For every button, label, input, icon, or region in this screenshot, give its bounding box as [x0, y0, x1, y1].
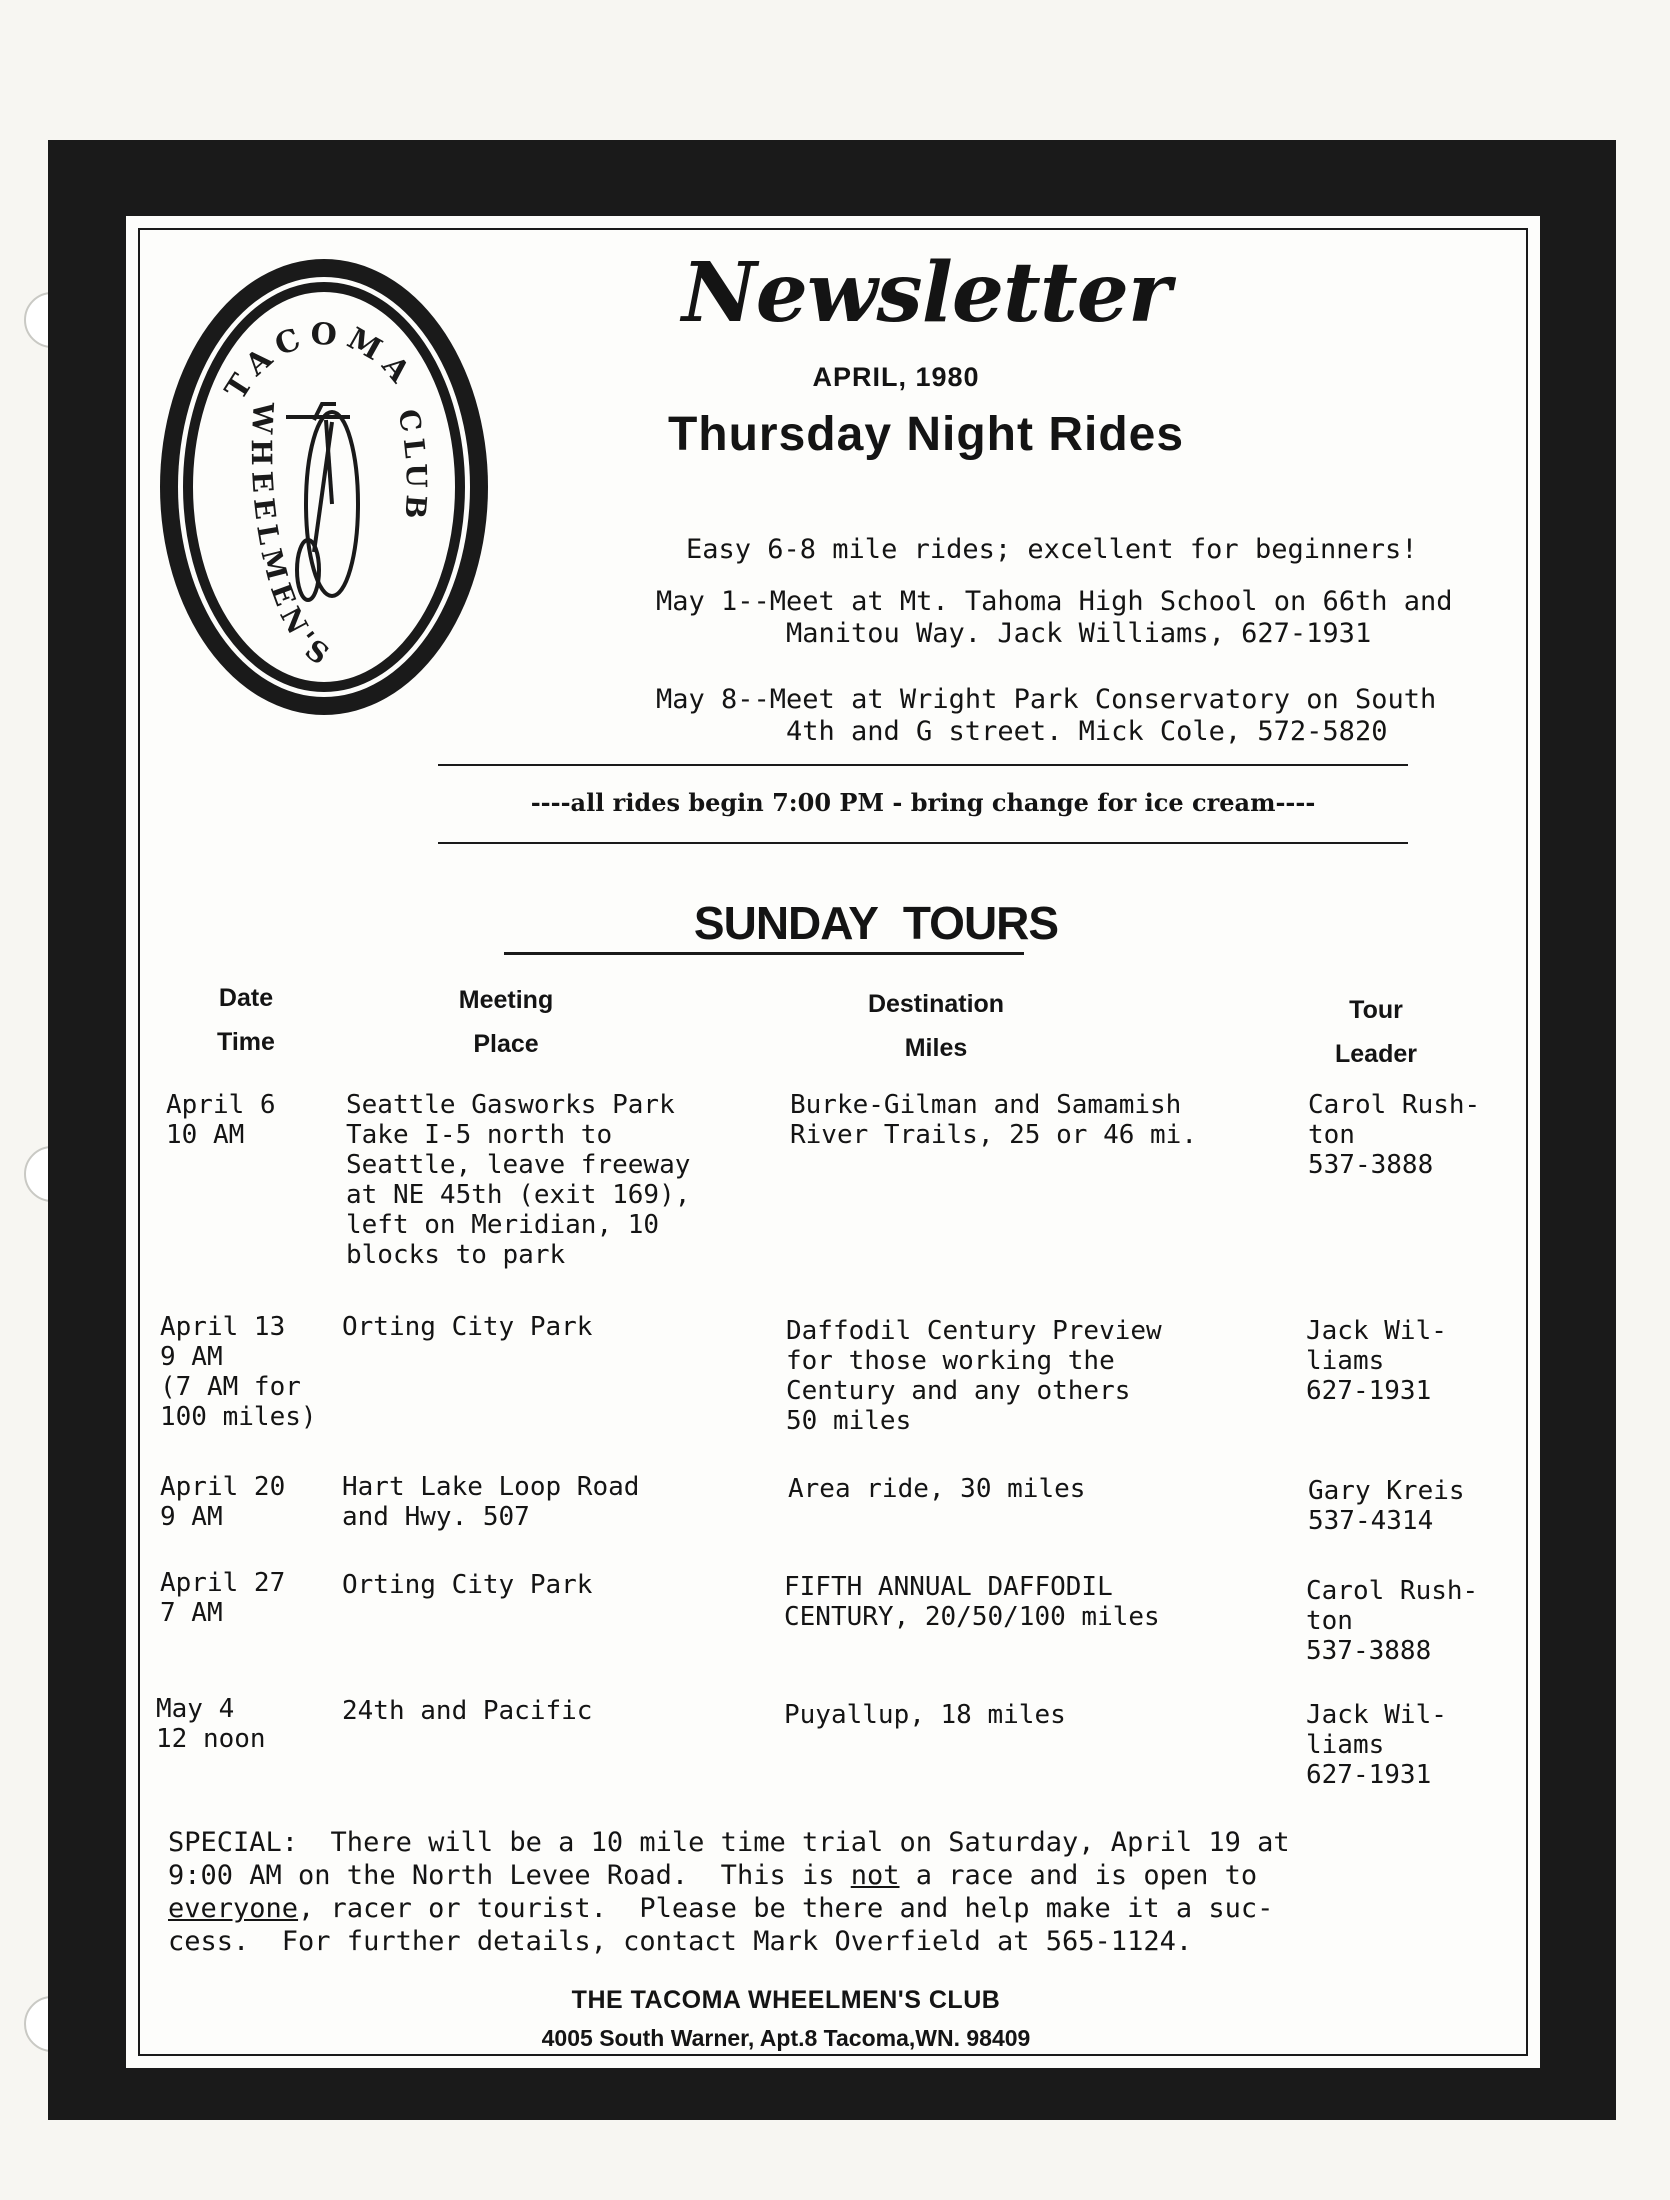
special-text: , racer or tourist. Please be there and help make it a suc-	[298, 1893, 1274, 1924]
special-text: a race and is open to	[899, 1860, 1258, 1891]
column-header-tour-leader	[1306, 988, 1446, 1076]
special-line: SPECIAL: There will be a 10 mile time trial on Saturday, April 19 at	[168, 1827, 1290, 1858]
tour-date: May 4 12 noon	[156, 1694, 266, 1754]
tour-place: Orting City Park	[342, 1312, 593, 1342]
issue-date: APRIL, 1980	[812, 362, 980, 392]
newsletter-title: Newsletter	[681, 245, 1171, 341]
header-line: Tour	[1349, 996, 1403, 1024]
sunday-tours-underline	[504, 952, 1024, 955]
special-line: cess. For further details, contact Mark Overfield at 565-1124.	[168, 1926, 1193, 1957]
ride-line: 4th and G street. Mick Cole, 572-5820	[786, 716, 1388, 747]
header-line: Time	[217, 1028, 275, 1056]
thursday-ride-entry	[656, 684, 1436, 748]
tour-leader: Jack Wil- liams 627-1931	[1306, 1700, 1447, 1790]
tour-destination: FIFTH ANNUAL DAFFODIL CENTURY, 20/50/100 miles	[784, 1572, 1160, 1632]
tour-place: Orting City Park	[342, 1570, 593, 1600]
club-footer	[436, 1986, 1136, 2052]
header-line: Destination	[867, 990, 1005, 1018]
divider-rule	[438, 842, 1408, 844]
emblem-left-text: WHEELMEN'S	[244, 401, 340, 676]
rides-notice: ----all rides begin 7:00 PM - bring change for ice cream----	[530, 788, 1316, 817]
tour-destination: Area ride, 30 miles	[788, 1474, 1086, 1504]
tour-place: 24th and Pacific	[342, 1696, 593, 1726]
emblem-top-text: TACOMA	[218, 316, 422, 406]
special-emphasis-not: not	[850, 1860, 900, 1891]
tour-place: Seattle Gasworks Park Take I-5 north to Seattle, leave freeway at NE 45th (exit 169), left on Meridian, 10 blocks to park	[346, 1090, 691, 1270]
header-line: Leader	[1335, 1040, 1417, 1068]
tour-leader: Carol Rush- ton 537-3888	[1306, 1576, 1479, 1666]
club-name: THE TACOMA WHEELMEN'S CLUB	[571, 1986, 1001, 2014]
special-line	[168, 1892, 1508, 1925]
header-line: Miles	[904, 1034, 968, 1062]
header-line: Meeting	[458, 986, 554, 1014]
tour-leader: Gary Kreis 537-4314	[1308, 1476, 1465, 1536]
tour-leader: Jack Wil- liams 627-1931	[1306, 1316, 1447, 1406]
tour-place: Hart Lake Loop Road and Hwy. 507	[342, 1472, 640, 1532]
thursday-tagline: Easy 6-8 mile rides; excellent for beginners!	[686, 534, 1418, 565]
divider-rule	[438, 764, 1408, 766]
sunday-tours-title: SUNDAY TOURS	[693, 897, 1059, 949]
tour-destination: Daffodil Century Preview for those working the Century and any others 50 miles	[786, 1316, 1162, 1436]
ride-line: May 1--Meet at Mt. Tahoma High School on 66th and	[656, 586, 1453, 617]
tour-destination: Burke-Gilman and Samamish River Trails, 25 or 46 mi.	[790, 1090, 1197, 1150]
tour-date: April 20 9 AM	[160, 1472, 286, 1532]
column-header-destination-miles	[826, 982, 1046, 1070]
tour-date: April 13 9 AM (7 AM for 100 miles)	[160, 1312, 317, 1432]
special-line	[168, 1859, 1508, 1892]
emblem-right-text: CLUB	[391, 406, 434, 526]
ride-line: Manitou Way. Jack Williams, 627-1931	[786, 618, 1372, 649]
header-line: Place	[473, 1030, 539, 1058]
thursday-ride-entry	[656, 586, 1453, 650]
thursday-rides-title: Thursday Night Rides	[667, 408, 1185, 461]
tour-leader: Carol Rush- ton 537-3888	[1308, 1090, 1481, 1180]
club-address: 4005 South Warner, Apt.8 Tacoma,WN. 98409	[541, 2025, 1031, 2051]
special-emphasis-everyone: everyone	[168, 1893, 299, 1924]
header-line: Date	[218, 984, 274, 1012]
ride-line: May 8--Meet at Wright Park Conservatory on South	[656, 684, 1437, 715]
tour-date: April 27 7 AM	[160, 1568, 286, 1628]
special-text: 9:00 AM on the North Levee Road. This is	[168, 1860, 851, 1891]
column-header-meeting-place	[406, 978, 606, 1066]
tour-destination: Puyallup, 18 miles	[784, 1700, 1066, 1730]
masthead	[526, 245, 1476, 462]
newsletter-page	[122, 212, 1544, 2072]
tour-date: April 6 10 AM	[166, 1090, 276, 1150]
special-announcement	[168, 1826, 1508, 1958]
column-header-date-time	[176, 976, 316, 1064]
